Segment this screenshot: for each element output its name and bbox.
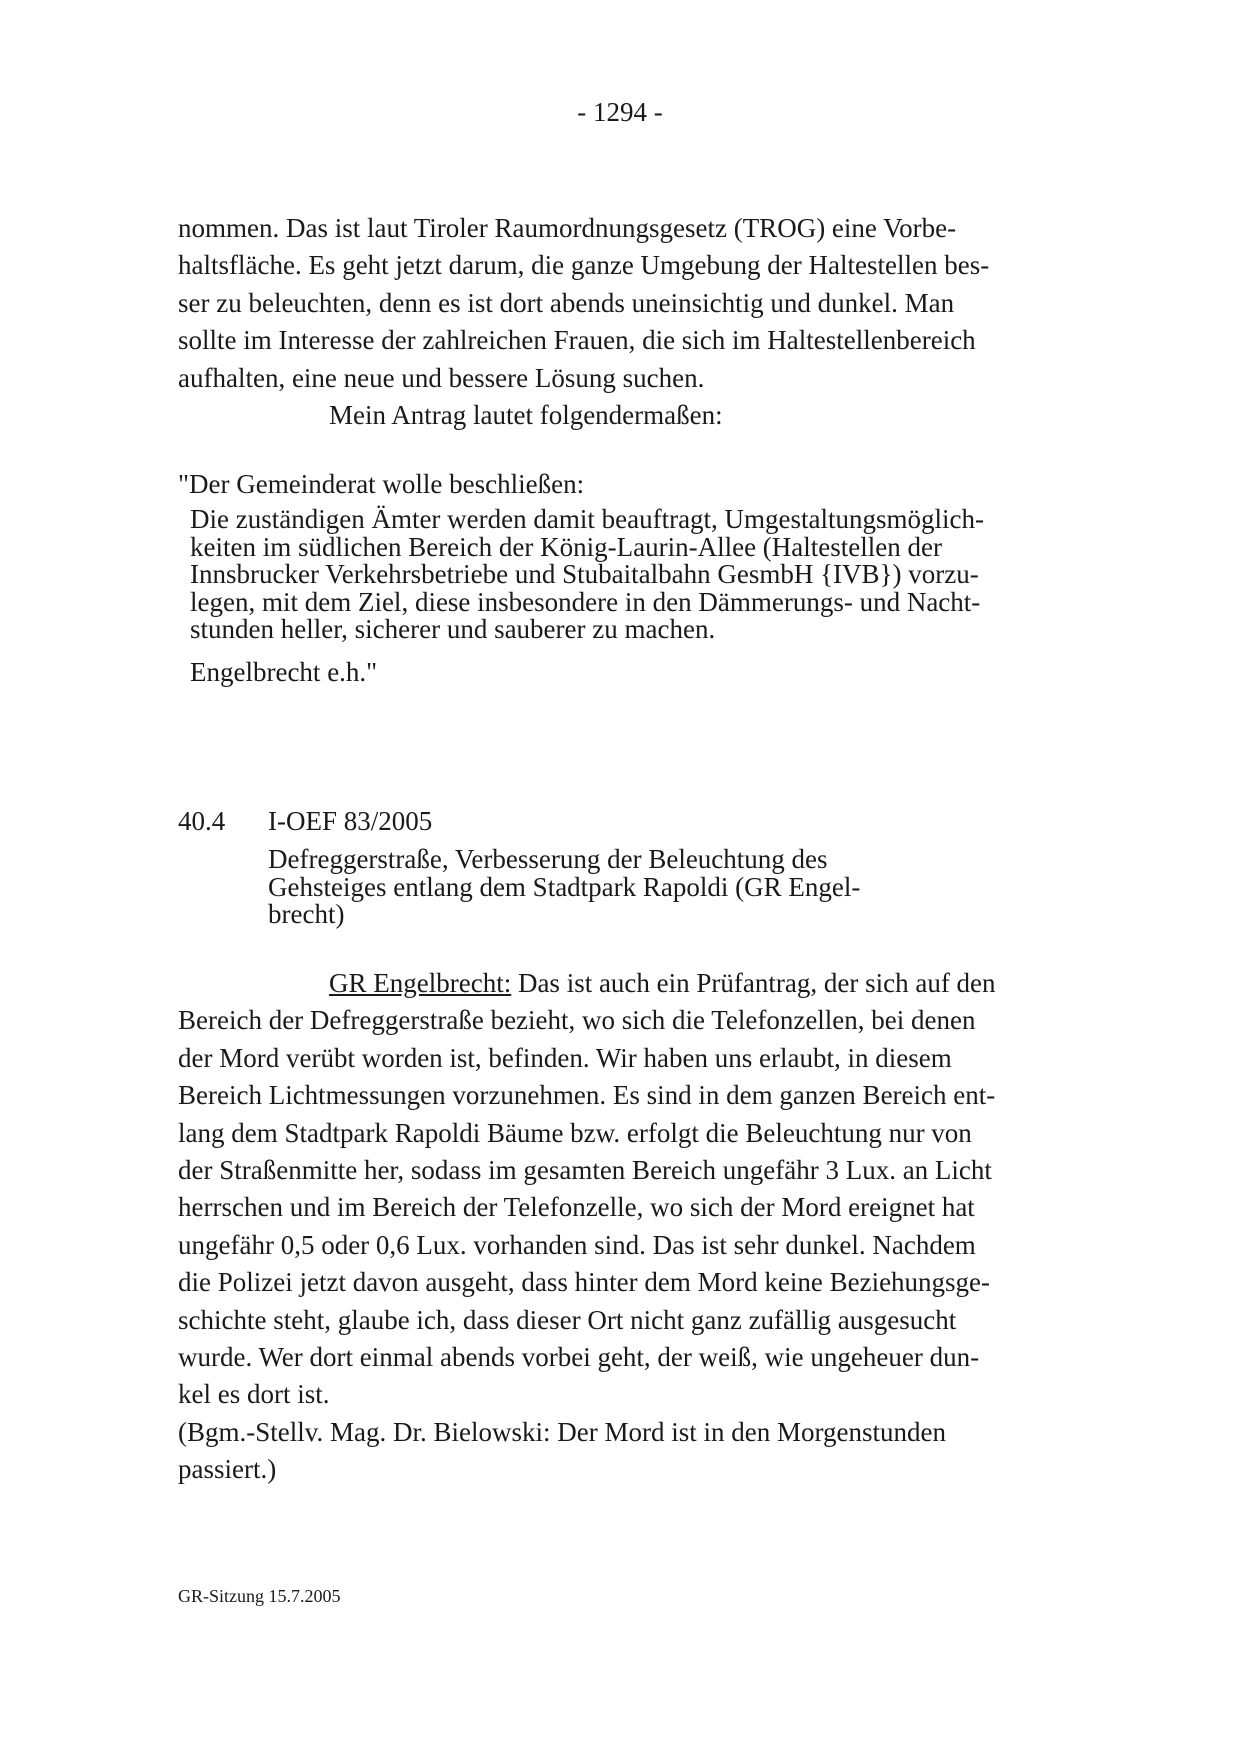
text-line: der Mord verübt worden ist, befinden. Wir haben uns erlaubt, in diesem [178, 1042, 952, 1073]
speech-first-line [178, 965, 1068, 1002]
text-line: ungefähr 0,5 oder 0,6 Lux. vorhanden sind. Das ist sehr dunkel. Nachdem [178, 1229, 976, 1260]
text-line: haltsfläche. Es geht jetzt darum, die ganze Umgebung der Haltestellen bes- [178, 250, 990, 281]
page-number: - 1294 - [577, 97, 663, 127]
speech-paragraph [178, 965, 1068, 1489]
agenda-item-code: I-OEF 83/2005 [268, 806, 433, 836]
speaker-name: GR Engelbrecht: [329, 968, 512, 998]
agenda-item-title [268, 846, 860, 929]
text-line: nommen. Das ist laut Tiroler Raumordnungsgesetz (TROG) eine Vorbe- [178, 213, 957, 243]
text-line: kel es dort ist. [178, 1379, 330, 1410]
text-line: ser zu beleuchten, denn es ist dort abends uneinsichtig und dunkel. Man [178, 287, 955, 318]
motion-intro: Mein Antrag lautet folgendermaßen: [329, 400, 723, 430]
resolution-heading: "Der Gemeinderat wolle beschließen: [178, 469, 585, 499]
text-line: Bereich der Defreggerstraße bezieht, wo sich die Telefonzellen, bei denen [178, 1005, 976, 1036]
text-line: Die zuständigen Ämter werden damit beauftragt, Umgestaltungsmöglich- [190, 504, 985, 534]
text-line: brecht) [268, 899, 345, 930]
text-line: stunden heller, sicherer und sauberer zu machen. [190, 614, 716, 645]
agenda-item-number: 40.4 [178, 806, 226, 836]
text-line: die Polizei jetzt davon ausgeht, dass hinter dem Mord keine Beziehungsge- [178, 1267, 991, 1298]
text-line: Gehsteiges entlang dem Stadtpark Rapoldi (GR Engel- [268, 871, 861, 902]
text-line: legen, mit dem Ziel, diese insbesondere in den Dämmerungs- und Nacht- [190, 586, 981, 617]
page-footer: GR-Sitzung 15.7.2005 [178, 1586, 341, 1606]
text-line: keiten im südlichen Bereich der König-Laurin-Allee (Haltestellen der [190, 531, 942, 562]
text-line: schichte steht, glaube ich, dass dieser Ort nicht ganz zufällig ausgesucht [178, 1304, 957, 1335]
text-line: Bereich Lichtmessungen vorzunehmen. Es sind in dem ganzen Bereich ent- [178, 1080, 996, 1111]
text-line: herrschen und im Bereich der Telefonzelle, wo sich der Mord ereignet hat [178, 1192, 975, 1223]
text-line: Defreggerstraße, Verbesserung der Beleuchtung des [268, 844, 828, 874]
paragraph-continuation [178, 210, 1068, 397]
text-line: aufhalten, eine neue und bessere Lösung suchen. [178, 362, 705, 393]
text-line: Das ist auch ein Prüfantrag, der sich auf den [511, 968, 996, 998]
text-line: lang dem Stadtpark Rapoldi Bäume bzw. erfolgt die Beleuchtung nur von [178, 1117, 972, 1148]
interjection-line: (Bgm.-Stellv. Mag. Dr. Bielowski: Der Mord ist in den Morgenstunden [178, 1416, 946, 1447]
resolution-signature: Engelbrecht e.h." [190, 657, 378, 687]
text-line: wurde. Wer dort einmal abends vorbei geht, der weiß, wie ungeheuer dun- [178, 1342, 980, 1373]
text-line: Innsbrucker Verkehrsbetriebe und Stubaitalbahn GesmbH {IVB}) vorzu- [190, 559, 979, 590]
text-line: der Straßenmitte her, sodass im gesamten Bereich ungefähr 3 Lux. an Licht [178, 1155, 992, 1186]
resolution-body [190, 506, 984, 644]
interjection-line: passiert.) [178, 1454, 277, 1485]
text-line: sollte im Interesse der zahlreichen Frauen, die sich im Haltestellenbereich [178, 325, 976, 356]
